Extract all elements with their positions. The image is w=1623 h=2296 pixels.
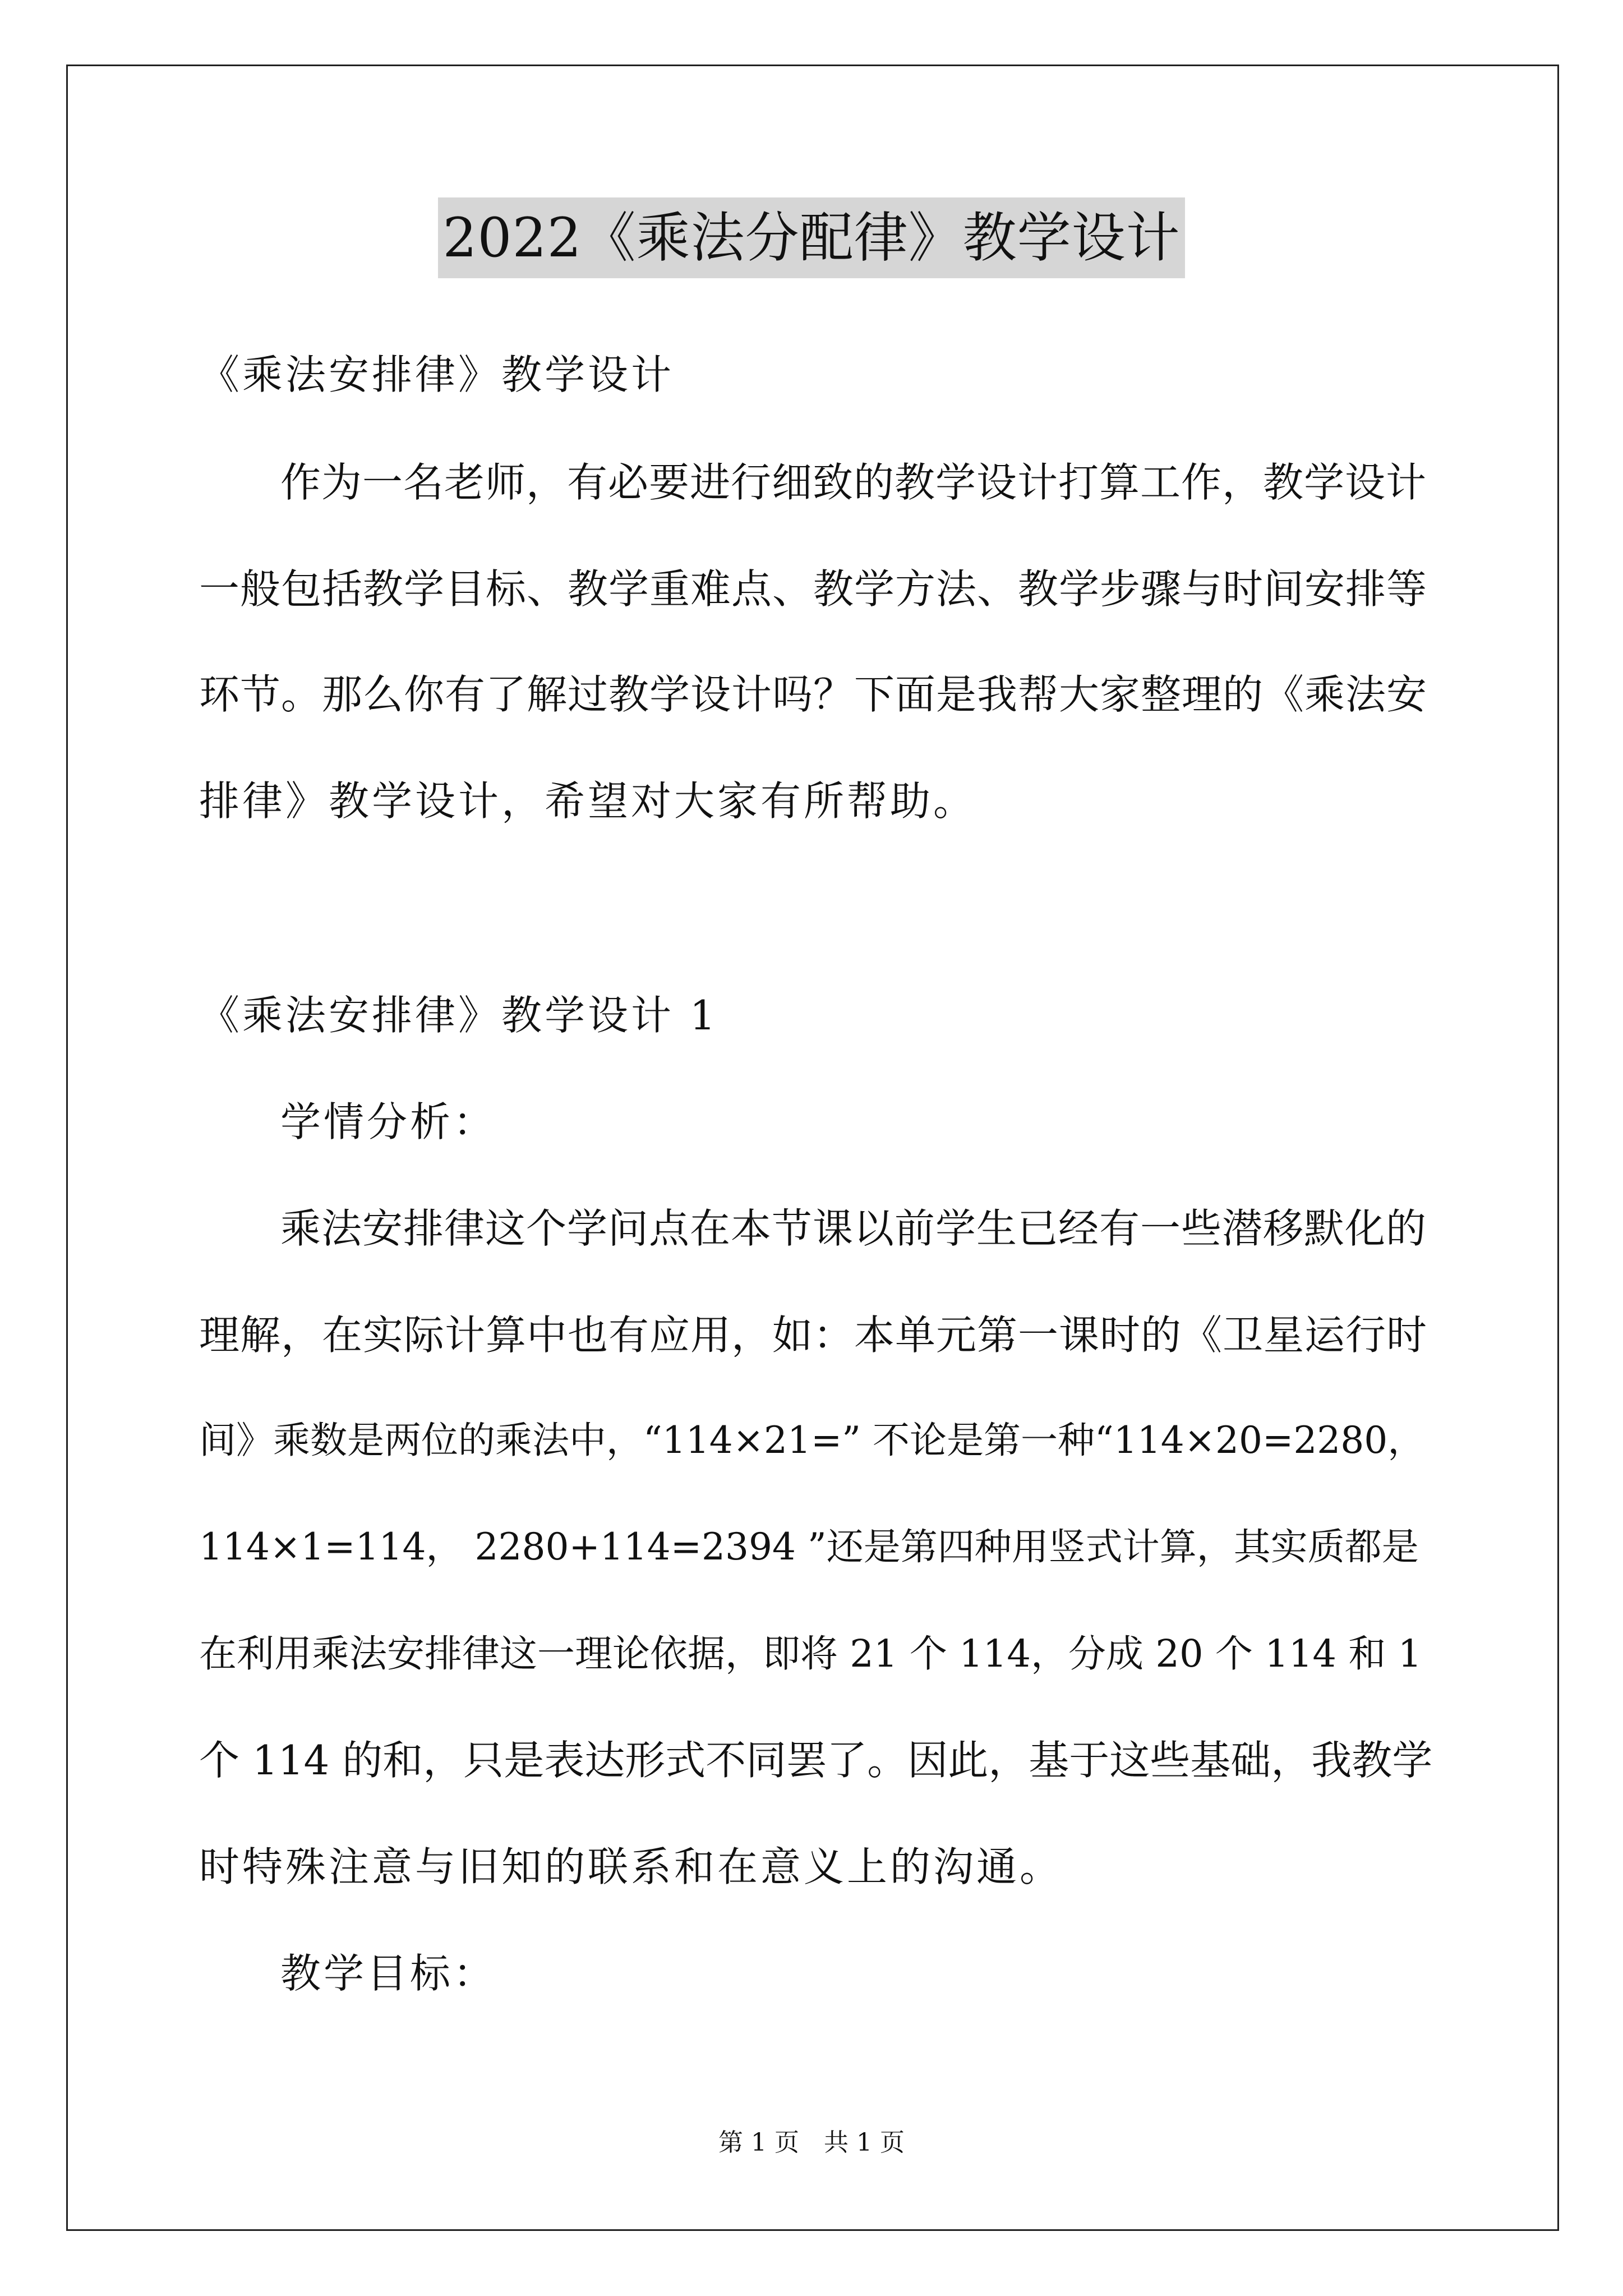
paragraph-line: 排律》教学设计，希望对大家有所帮助。 [199,777,977,825]
paragraph-line: 乘法安排律这个学问点在本节课以前学生已经有一些潜移默化的 [280,1205,1427,1252]
paragraph-line: 一般包括教学目标、教学重难点、教学方法、教学步骤与时间安排等 [199,565,1428,613]
page-footer: 第 1 页 共 1 页 [718,2128,905,2157]
paragraph-line: 作为一名老师，有必要进行细致的教学设计打算工作，教学设计 [280,459,1427,506]
paragraph-line: 理解，在实际计算中也有应用，如：本单元第一课时的《卫星运行时 [199,1312,1428,1359]
paragraph-line: 114×1=114， 2280+114=2394 ”还是第四种用竖式计算，其实质都是 [199,1525,1419,1568]
subtitle: 《乘法安排律》教学设计 [199,351,675,398]
paragraph-line: 时特殊注意与旧知的联系和在意义上的沟通。 [199,1843,1063,1890]
paragraph-line: 在利用乘法安排律这一理论依据，即将 21 个 114，分成 20 个 114 和 1 [199,1632,1422,1676]
paragraph-line: 个 114 的和，只是表达形式不同罢了。因此，基于这些基础，我教学 [199,1737,1433,1784]
section-heading: 《乘法安排律》教学设计 1 [199,992,718,1039]
paragraph-line: 环节。那么你有了解过教学设计吗？下面是我帮大家整理的《乘法安 [199,671,1428,718]
subsection-heading: 学情分析： [280,1098,497,1145]
title-container [0,197,1623,278]
paragraph-line: 间》乘数是两位的乘法中，“114×21=” 不论是第一种“114×20=2280， [199,1419,1425,1462]
subsection-heading: 教学目标： [280,1950,497,1997]
document-title: 2022《乘法分配律》教学设计 [438,197,1184,278]
